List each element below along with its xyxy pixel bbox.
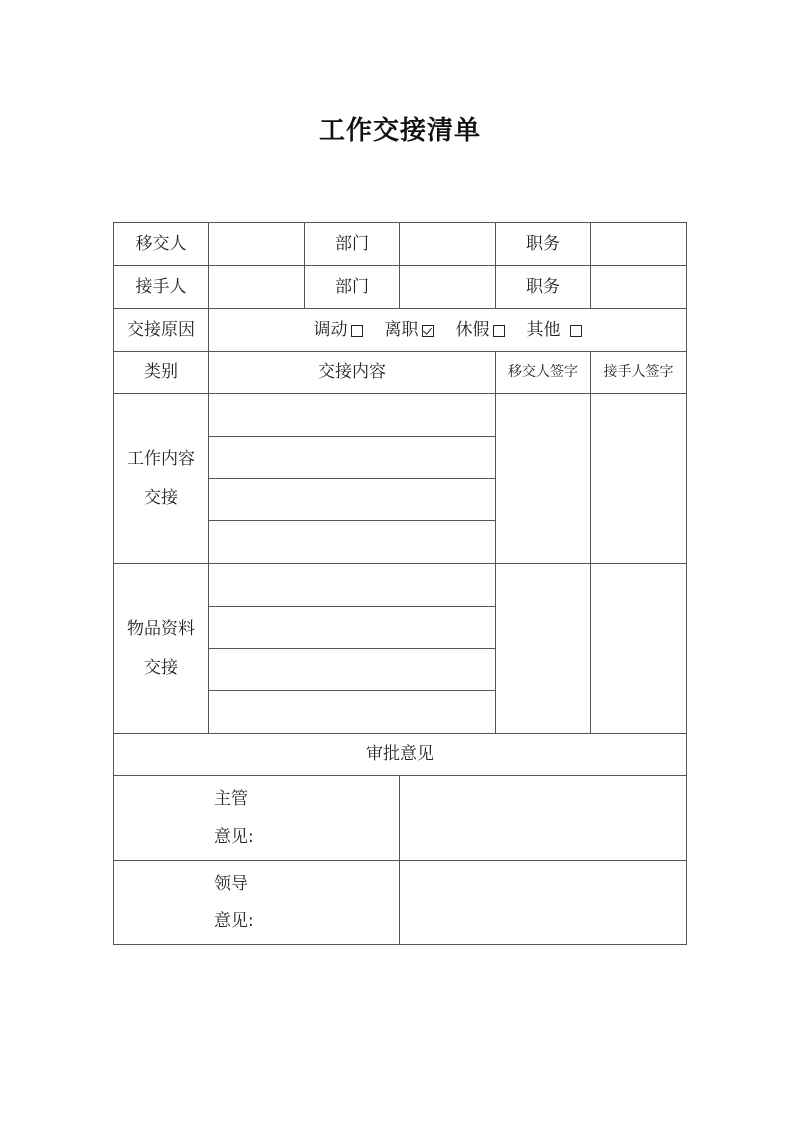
work-receiver-sign-field[interactable] <box>591 394 687 564</box>
receiver-label: 接手人 <box>114 266 209 309</box>
receiver-sign-header: 接手人签字 <box>591 352 687 394</box>
section-label-line: 物品资料 <box>127 619 195 640</box>
leader-opinion-field[interactable] <box>400 861 687 945</box>
section-label-line: 工作内容 <box>127 449 195 470</box>
checkbox-checked-icon[interactable] <box>422 325 434 337</box>
work-content-section-label <box>114 394 209 564</box>
receiver-position-label: 职务 <box>496 266 591 309</box>
work-handover-sign-field[interactable] <box>496 394 591 564</box>
reason-option-label: 休假 <box>455 319 490 340</box>
handover-person-label: 移交人 <box>114 223 209 266</box>
handover-person-dept-label: 部门 <box>305 223 400 266</box>
items-content-line-field[interactable] <box>209 649 496 691</box>
work-content-line-field[interactable] <box>209 521 496 564</box>
handover-form-table <box>113 222 687 945</box>
section-label-line: 交接 <box>144 657 178 678</box>
items-section-label <box>114 564 209 734</box>
handover-person-name-field[interactable] <box>209 223 305 266</box>
reason-option-label: 调动 <box>313 319 348 340</box>
work-content-line-field[interactable] <box>209 394 496 437</box>
items-content-line-field[interactable] <box>209 607 496 649</box>
handover-person-dept-field[interactable] <box>400 223 496 266</box>
items-handover-sign-field[interactable] <box>496 564 591 734</box>
handover-person-position-field[interactable] <box>591 223 687 266</box>
receiver-dept-label: 部门 <box>305 266 400 309</box>
work-content-line-field[interactable] <box>209 437 496 479</box>
receiver-position-field[interactable] <box>591 266 687 309</box>
work-content-line-field[interactable] <box>209 479 496 521</box>
items-content-line-field[interactable] <box>209 691 496 734</box>
receiver-dept-field[interactable] <box>400 266 496 309</box>
reason-option-label: 离职 <box>384 319 419 340</box>
supervisor-opinion-label <box>114 776 400 861</box>
reason-option-other[interactable] <box>527 320 582 340</box>
approval-header: 审批意见 <box>114 734 687 776</box>
approval-label-line: 主管 <box>214 789 248 810</box>
supervisor-opinion-field[interactable] <box>400 776 687 861</box>
handover-reason-options <box>209 309 687 352</box>
items-content-line-field[interactable] <box>209 564 496 607</box>
leader-opinion-label <box>114 861 400 945</box>
approval-label-line: 意见: <box>214 911 254 931</box>
reason-option-label: 其他 <box>526 319 561 340</box>
checkbox-icon[interactable] <box>570 325 582 337</box>
reason-option-resign[interactable] <box>385 320 434 340</box>
handover-sign-header: 移交人签字 <box>496 352 591 394</box>
reason-option-transfer[interactable] <box>314 320 363 340</box>
reason-option-leave[interactable] <box>456 320 505 340</box>
items-receiver-sign-field[interactable] <box>591 564 687 734</box>
content-header: 交接内容 <box>209 352 496 394</box>
receiver-name-field[interactable] <box>209 266 305 309</box>
checkbox-icon[interactable] <box>351 325 363 337</box>
approval-label-line: 意见: <box>214 826 254 847</box>
category-header: 类别 <box>114 352 209 394</box>
section-label-line: 交接 <box>144 487 178 508</box>
checkbox-icon[interactable] <box>493 325 505 337</box>
handover-person-position-label: 职务 <box>496 223 591 266</box>
page-title: 工作交接清单 <box>318 116 481 146</box>
handover-reason-label: 交接原因 <box>114 309 209 352</box>
approval-label-line: 领导 <box>214 873 248 894</box>
